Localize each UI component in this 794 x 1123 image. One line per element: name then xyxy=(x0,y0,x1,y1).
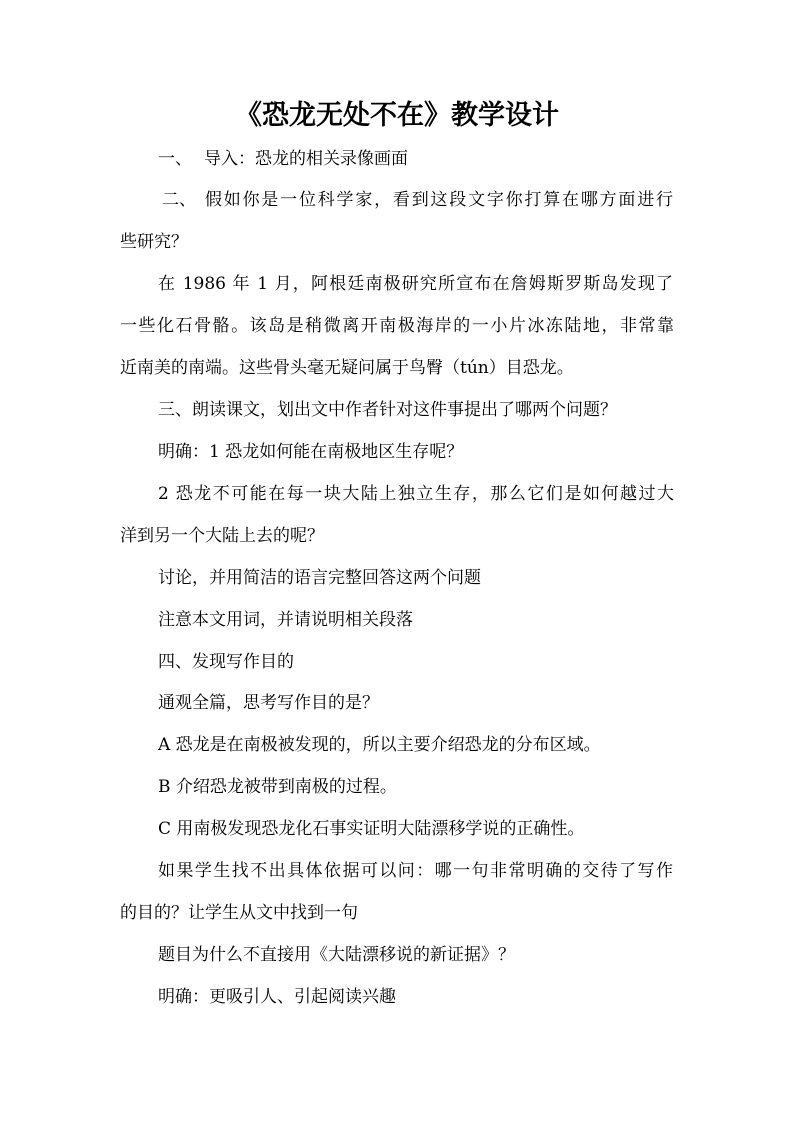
option-c: C 用南极发现恐龙化石事实证明大陆漂移学说的正确性。 xyxy=(158,819,585,839)
section1-number: 一、 xyxy=(158,149,192,169)
document-title: 《恐龙无处不在》教学设计 xyxy=(235,100,559,131)
section3-answer2-line2: 洋到另一个大陆上去的呢？ xyxy=(120,526,324,546)
section2-number: 二、 xyxy=(162,190,196,210)
hint-line1: 如果学生找不出具体依据可以问：哪一句非常明确的交待了写作 xyxy=(158,861,673,881)
section4-heading: 四、发现写作目的 xyxy=(158,652,294,672)
section2-line1: 假如你是一位科学家，看到这段文字你打算在哪方面进行 xyxy=(205,190,673,210)
section3-discuss: 讨论，并用简洁的语言完整回答这两个问题 xyxy=(158,568,481,588)
section1-text: 导入：恐龙的相关录像画面 xyxy=(204,149,408,169)
passage-line2: 一些化石骨骼。该岛是稍微离开南极海岸的一小片冰冻陆地，非常靠 xyxy=(120,316,674,336)
section3-answer2-line1: 2 恐龙不可能在每一块大陆上独立生存，那么它们是如何越过大 xyxy=(158,484,674,504)
title-answer: 明确：更吸引人、引起阅读兴趣 xyxy=(158,987,396,1007)
title-question: 题目为什么不直接用《大陆漂移说的新证据》？ xyxy=(158,945,515,965)
section3-note: 注意本文用词，并请说明相关段落 xyxy=(158,610,413,630)
option-b: B 介绍恐龙被带到南极的过程。 xyxy=(158,777,397,797)
section3-heading: 三、朗读课文，划出文中作者针对这件事提出了哪两个问题？ xyxy=(158,400,617,420)
option-a: A 恐龙是在南极被发现的，所以主要介绍恐龙的分布区域。 xyxy=(158,735,601,755)
passage-line3: 近南美的南端。这些骨头毫无疑问属于鸟臀（tún）目恐龙。 xyxy=(120,358,574,378)
hint-line2: 的目的？让学生从文中找到一句 xyxy=(120,903,358,923)
section4-question: 通观全篇，思考写作目的是？ xyxy=(158,693,379,713)
section2-line2: 些研究？ xyxy=(120,232,188,252)
passage-line1: 在 1986 年 1 月，阿根廷南极研究所宣布在詹姆斯罗斯岛发现了 xyxy=(158,274,673,294)
section3-answer1: 明确：1 恐龙如何能在南极地区生存呢？ xyxy=(158,442,464,462)
